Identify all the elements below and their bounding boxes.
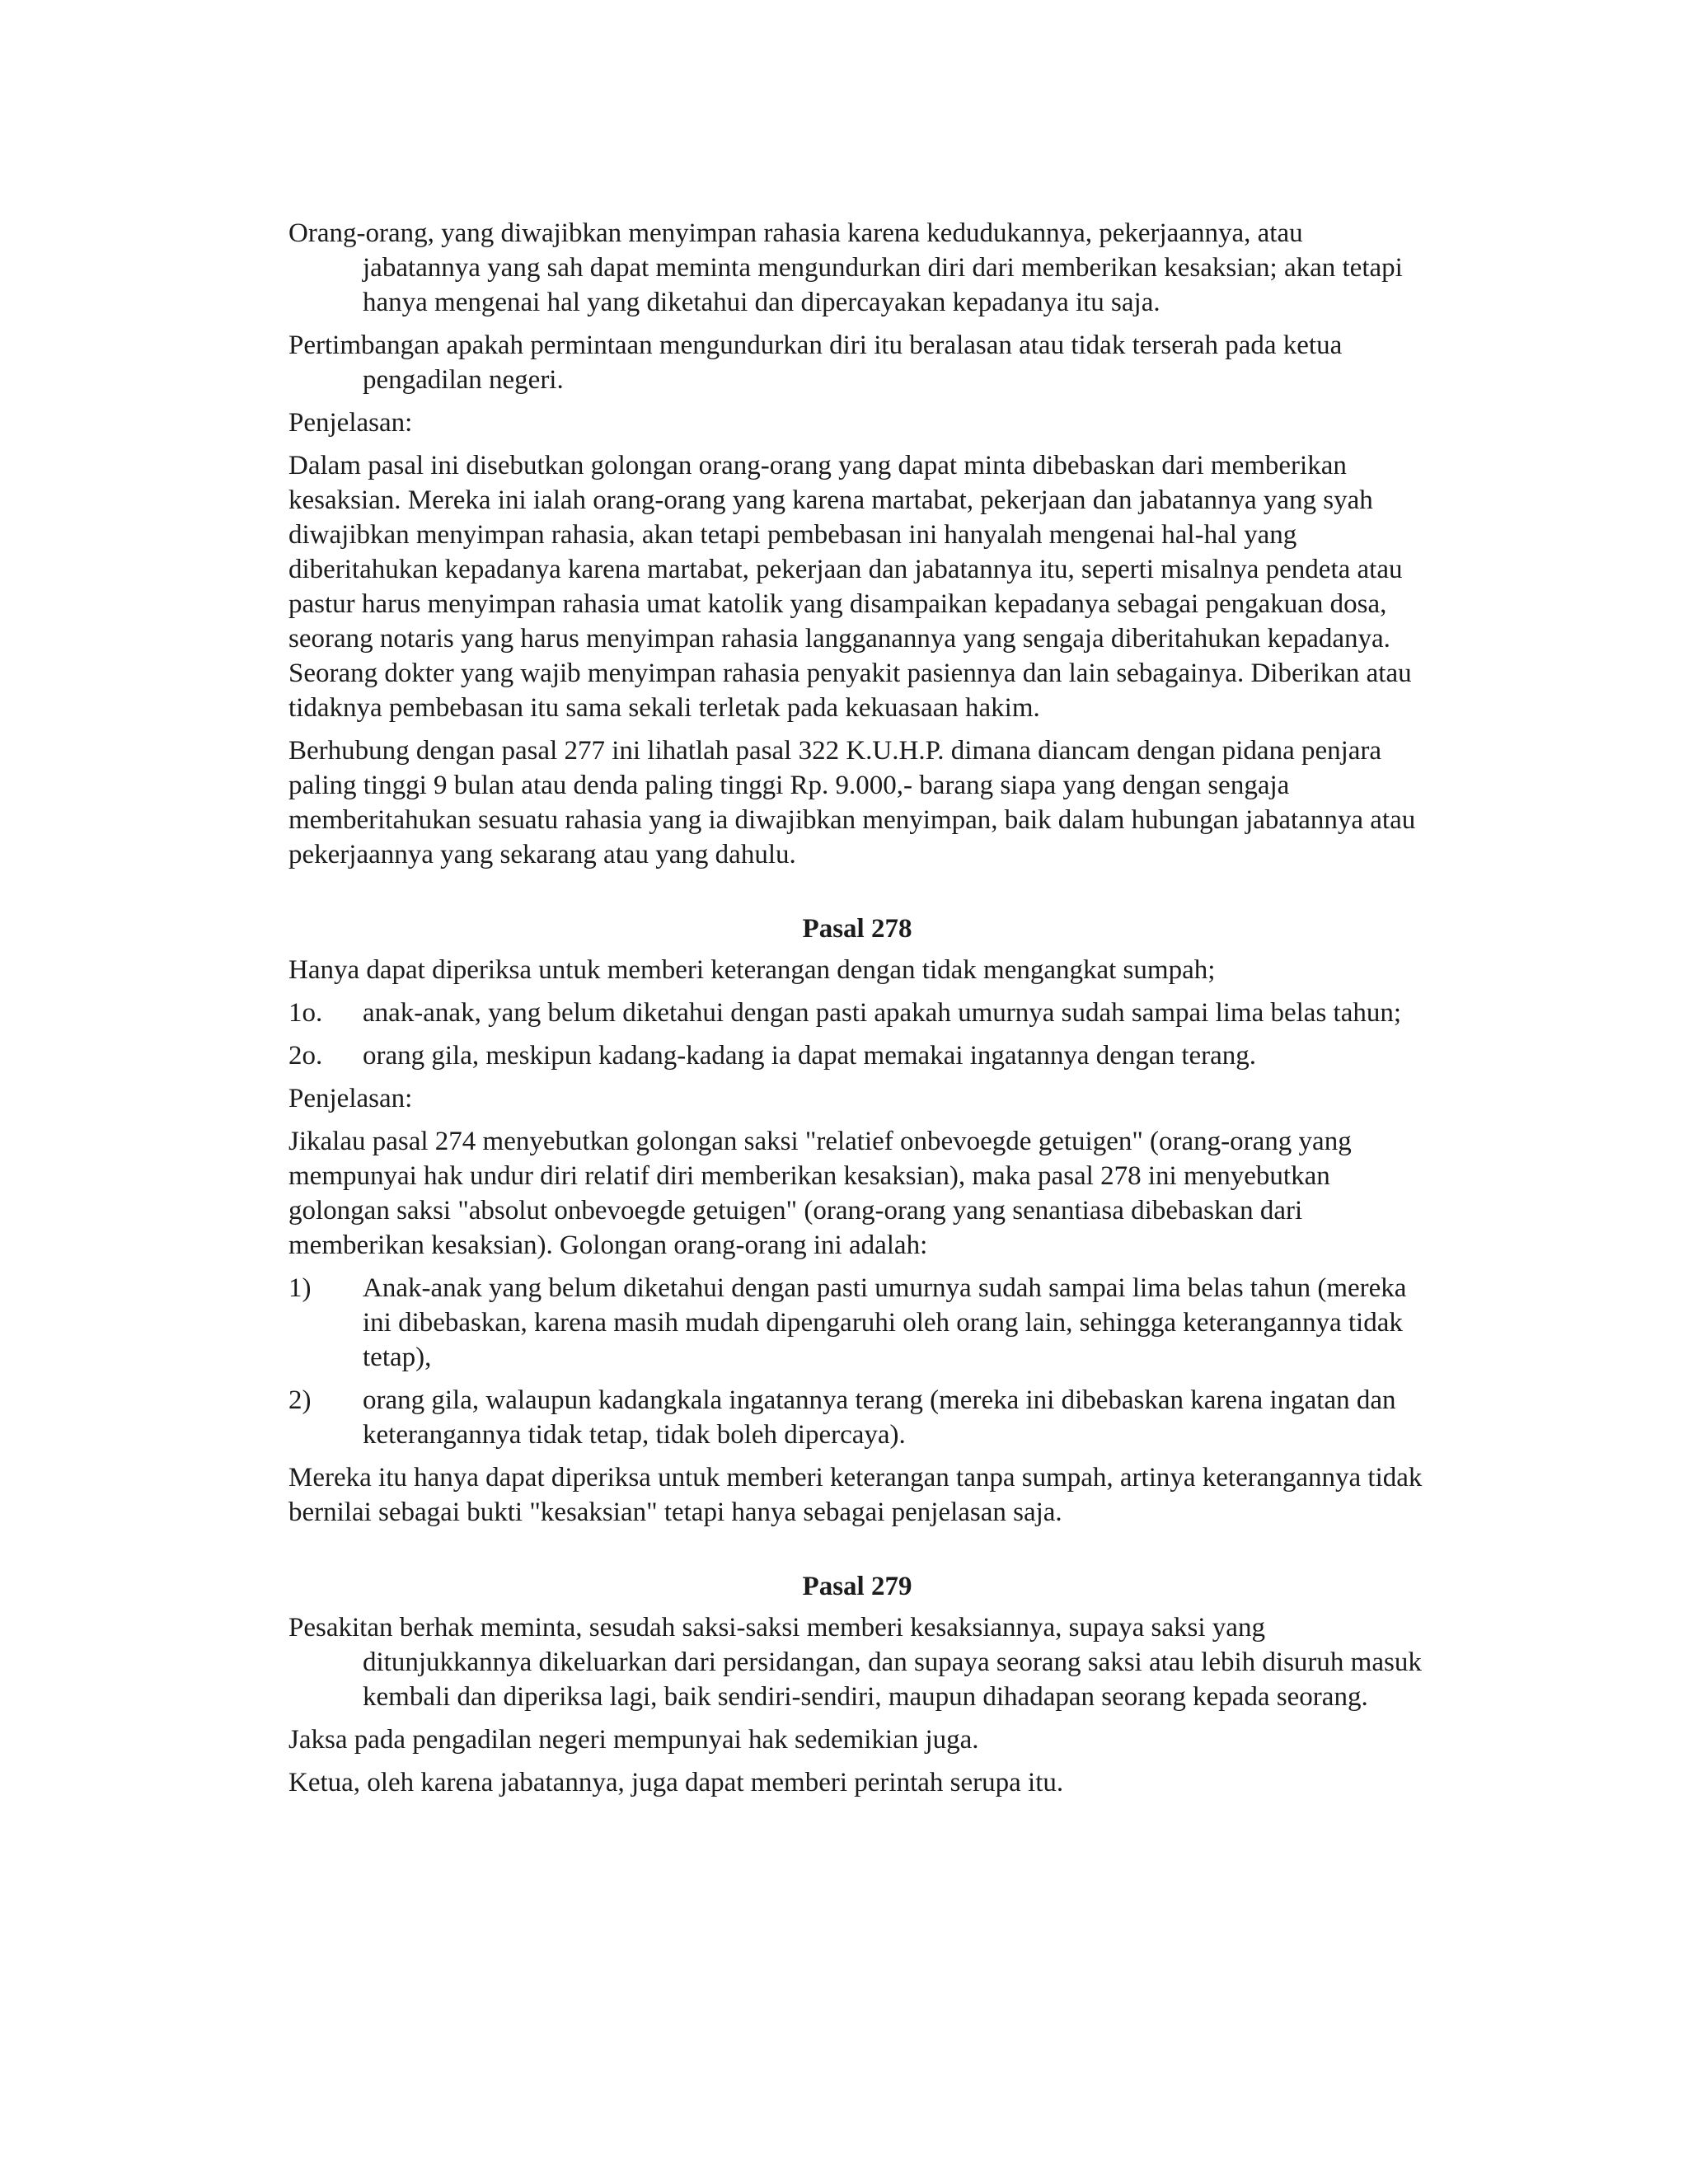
article-intro: Hanya dapat diperiksa untuk memberi keterangan dengan tidak mengangkat sumpah; (288, 955, 1216, 985)
list-item-text: Anak-anak yang belum diketahui dengan pasti umurnya sudah sampai lima belas tahun (mereka ini dibebaskan, karena masih mudah dipengaruhi oleh orang lain, sehingga keterangannya tidak tetap), (363, 1273, 1407, 1372)
article-heading: Pasal 279 (802, 1572, 912, 1601)
explanation-label: Penjelasan: (288, 1084, 413, 1113)
list-item (288, 996, 1426, 1030)
list-item (288, 1383, 1426, 1452)
paragraph: Ketua, oleh karena jabatannya, juga dapat memberi perintah serupa itu. (288, 1768, 1064, 1797)
list-marker: 1) (288, 1273, 312, 1303)
paragraph: Pesakitan berhak meminta, sesudah saksi-saksi memberi kesaksiannya, supaya saksi yang ditunjukkannya dikeluarkan dari persidangan, dan supaya seorang saksi atau lebih disuruh masuk kembali dan diperiksa lagi, baik sendiri-sendiri, maupun dihadapan seorang kepada seorang. (288, 1613, 1422, 1712)
explanation-label: Penjelasan: (288, 408, 413, 438)
list-marker: 1o. (288, 998, 323, 1028)
article-heading: Pasal 278 (802, 914, 912, 944)
list-item (288, 1271, 1426, 1375)
explanation-paragraph: Berhubung dengan pasal 277 ini lihatlah pasal 322 K.U.H.P. dimana diancam dengan pidana penjara paling tinggi 9 bulan atau denda paling tinggi Rp. 9.000,- barang siapa yang dengan sengaja memberitahukan sesuatu rahasia yang ia diwajibkan menyimpan, baik dalam hubungan jabatannya atau pekerjaannya yang sekarang atau yang dahulu. (288, 736, 1416, 869)
list-item-text: anak-anak, yang belum diketahui dengan pasti apakah umurnya sudah sampai lima belas tahun; (363, 998, 1402, 1028)
list-marker: 2) (288, 1385, 312, 1415)
document-page (288, 216, 1426, 1808)
explanation-paragraph: Dalam pasal ini disebutkan golongan orang-orang yang dapat minta dibebaskan dari memberikan kesaksian. Mereka ini ialah orang-orang yang karena martabat, pekerjaan dan jabatannya yang syah diwajibkan menyimpan rahasia, akan tetapi pembebasan ini hanyalah mengenai hal-hal yang diberitahukan kepadanya karena martabat, pekerjaan dan jabatannya itu, seperti misalnya pendeta atau pastur harus menyimpan rahasia umat katolik yang disampaikan kepadanya sebagai pengakuan dosa, seorang notaris yang harus menyimpan rahasia langganannya yang sengaja diberitahukan kepadanya. Seorang dokter yang wajib menyimpan rahasia penyakit pasiennya dan lain sebagainya. Diberikan atau tidaknya pembebasan itu sama sekali terletak pada kekuasaan hakim. (288, 451, 1412, 723)
list-item-text: orang gila, meskipun kadang-kadang ia dapat memakai ingatannya dengan terang. (363, 1041, 1257, 1071)
explanation-paragraph: Mereka itu hanya dapat diperiksa untuk memberi keterangan tanpa sumpah, artinya keterangannya tidak bernilai sebagai bukti "kesaksian" tetapi hanya sebagai penjelasan saja. (288, 1463, 1423, 1527)
paragraph: Orang-orang, yang diwajibkan menyimpan rahasia karena kedudukannya, pekerjaannya, atau jabatannya yang sah dapat meminta mengundurkan diri dari memberikan kesaksian; akan tetapi hanya mengenai hal yang diketahui dan dipercayakan kepadanya itu saja. (288, 218, 1403, 317)
paragraph: Jaksa pada pengadilan negeri mempunyai hak sedemikian juga. (288, 1725, 979, 1755)
explanation-paragraph: Jikalau pasal 274 menyebutkan golongan saksi "relatief onbevoegde getuigen" (orang-orang yang mempunyai hak undur diri relatif diri memberikan kesaksian), maka pasal 278 ini menyebutkan golongan saksi "absolut onbevoegde getuigen" (orang-orang yang senantiasa dibebaskan dari memberikan kesaksian). Golongan orang-orang ini adalah: (288, 1127, 1352, 1260)
paragraph: Pertimbangan apakah permintaan mengundurkan diri itu beralasan atau tidak terserah pada ketua pengadilan negeri. (288, 330, 1343, 395)
list-item (288, 1038, 1426, 1073)
list-item-text: orang gila, walaupun kadangkala ingatannya terang (mereka ini dibebaskan karena ingatan dan keterangannya tidak tetap, tidak boleh dipercaya). (363, 1385, 1396, 1450)
list-marker: 2o. (288, 1041, 323, 1071)
